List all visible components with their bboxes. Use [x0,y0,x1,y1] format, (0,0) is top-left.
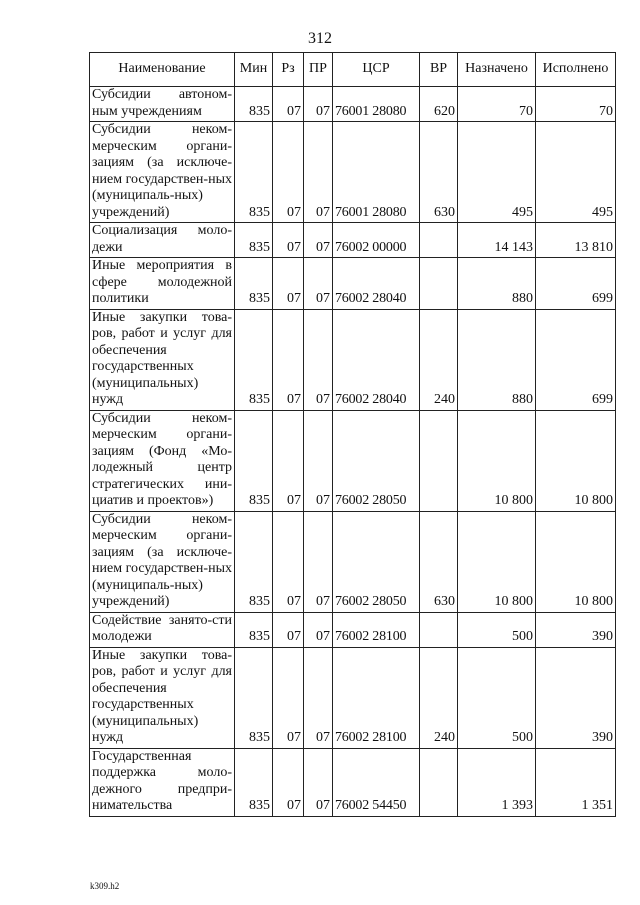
row-vr: 240 [420,647,458,748]
row-min: 835 [235,87,273,122]
row-min: 835 [235,612,273,647]
row-assigned: 880 [458,258,536,310]
row-rz: 07 [273,258,304,310]
table-row [90,87,616,122]
column-header-vr: ВР [420,53,458,87]
row-min: 835 [235,748,273,816]
table-row [90,223,616,258]
row-executed: 10 800 [536,511,616,612]
row-rz: 07 [273,309,304,410]
row-name: Социализация моло-дежи [90,223,235,258]
row-min: 835 [235,258,273,310]
row-csr: 76001 28080 [333,122,420,223]
row-csr: 76002 28100 [333,612,420,647]
row-vr: 620 [420,87,458,122]
row-name: Иные закупки това-ров, работ и услуг для обеспечения государственных (муниципальных) нужд [90,647,235,748]
row-name: Содействие занято-сти молодежи [90,612,235,647]
row-vr: 630 [420,122,458,223]
row-executed: 699 [536,309,616,410]
row-csr: 76002 28040 [333,258,420,310]
row-pr: 07 [304,612,333,647]
row-name: Государственная поддержка моло-дежного предпри-нимательства [90,748,235,816]
row-executed: 495 [536,122,616,223]
row-assigned: 14 143 [458,223,536,258]
table-row [90,748,616,816]
table-row [90,410,616,511]
row-assigned: 500 [458,612,536,647]
row-vr [420,410,458,511]
row-assigned: 10 800 [458,511,536,612]
row-pr: 07 [304,748,333,816]
row-rz: 07 [273,612,304,647]
row-pr: 07 [304,309,333,410]
row-assigned: 880 [458,309,536,410]
row-name: Субсидии автоном-ным учреждениям [90,87,235,122]
column-header-assigned: Назначено [458,53,536,87]
row-rz: 07 [273,410,304,511]
row-min: 835 [235,122,273,223]
row-min: 835 [235,309,273,410]
row-rz: 07 [273,647,304,748]
row-name: Субсидии неком-мерческим органи-зациям (за исключе-нием государствен-ных (муниципаль-ных) учреждений) [90,511,235,612]
row-name: Иные мероприятия в сфере молодежной политики [90,258,235,310]
table-row [90,258,616,310]
row-pr: 07 [304,647,333,748]
row-vr [420,612,458,647]
row-vr [420,258,458,310]
row-csr: 76002 28050 [333,511,420,612]
row-executed: 1 351 [536,748,616,816]
row-assigned: 10 800 [458,410,536,511]
row-rz: 07 [273,748,304,816]
table-row [90,612,616,647]
footer-code: k309.h2 [90,881,120,891]
row-assigned: 495 [458,122,536,223]
row-csr: 76002 28040 [333,309,420,410]
table-header-row [90,53,616,87]
column-header-rz: Рз [273,53,304,87]
row-executed: 390 [536,647,616,748]
column-header-csr: ЦСР [333,53,420,87]
row-assigned: 1 393 [458,748,536,816]
row-rz: 07 [273,87,304,122]
row-name: Иные закупки това-ров, работ и услуг для обеспечения государственных (муниципальных) нужд [90,309,235,410]
row-executed: 699 [536,258,616,310]
table-row [90,309,616,410]
column-header-min: Мин [235,53,273,87]
row-csr: 76002 28100 [333,647,420,748]
row-min: 835 [235,511,273,612]
table-row [90,511,616,612]
budget-table [89,52,616,817]
row-vr [420,748,458,816]
row-vr [420,223,458,258]
row-csr: 76001 28080 [333,87,420,122]
row-pr: 07 [304,87,333,122]
row-name: Субсидии неком-мерческим органи-зациям (Фонд «Мо-лодежный центр стратегических ини-циатив и проектов») [90,410,235,511]
row-min: 835 [235,647,273,748]
row-rz: 07 [273,122,304,223]
row-csr: 76002 28050 [333,410,420,511]
row-pr: 07 [304,122,333,223]
row-executed: 13 810 [536,223,616,258]
row-min: 835 [235,223,273,258]
row-name: Субсидии неком-мерческим органи-зациям (за исключе-нием государствен-ных (муниципаль-ных) учреждений) [90,122,235,223]
page-number: 312 [308,30,332,47]
row-executed: 10 800 [536,410,616,511]
row-pr: 07 [304,258,333,310]
row-vr: 240 [420,309,458,410]
row-assigned: 70 [458,87,536,122]
row-min: 835 [235,410,273,511]
row-pr: 07 [304,511,333,612]
row-rz: 07 [273,223,304,258]
row-assigned: 500 [458,647,536,748]
row-csr: 76002 54450 [333,748,420,816]
row-pr: 07 [304,223,333,258]
column-header-executed: Исполнено [536,53,616,87]
row-csr: 76002 00000 [333,223,420,258]
row-executed: 390 [536,612,616,647]
column-header-pr: ПР [304,53,333,87]
table-row [90,647,616,748]
row-rz: 07 [273,511,304,612]
table-row [90,122,616,223]
row-vr: 630 [420,511,458,612]
column-header-name: Наименование [90,53,235,87]
row-executed: 70 [536,87,616,122]
row-pr: 07 [304,410,333,511]
